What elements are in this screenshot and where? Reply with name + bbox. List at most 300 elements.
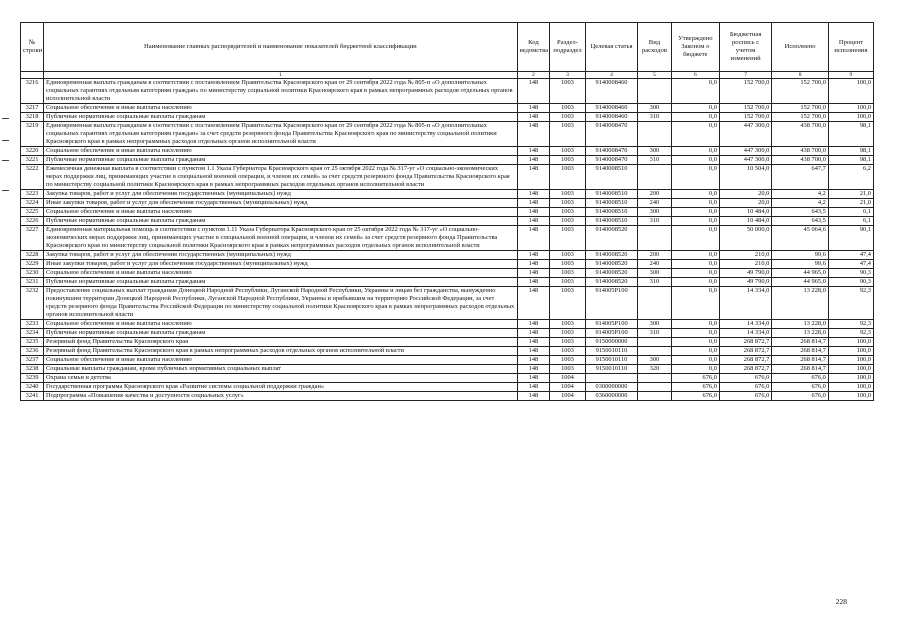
schedule-amount: 50 000,0	[719, 226, 771, 251]
row-name: Подпрограмма «Повышение качества и доступности социальных услуг»	[44, 392, 518, 401]
executed-amount: 152 700,0	[772, 104, 829, 113]
approved-amount: 676,0	[671, 392, 719, 401]
section-code: 1003	[550, 260, 586, 269]
approved-amount: 0,0	[671, 165, 719, 190]
executed-amount: 99,6	[772, 260, 829, 269]
approved-amount: 0,0	[671, 156, 719, 165]
row-name: Публичные нормативные социальные выплаты гражданам	[44, 156, 518, 165]
percent-executed: 90,3	[828, 269, 873, 278]
dept-code: 148	[517, 208, 549, 217]
schedule-amount: 447 300,0	[719, 156, 771, 165]
percent-executed: 90,3	[828, 278, 873, 287]
percent-executed: 100,0	[828, 383, 873, 392]
table-row	[21, 374, 874, 383]
dept-code: 148	[517, 287, 549, 320]
executed-amount: 647,7	[772, 165, 829, 190]
expense-type	[638, 165, 672, 190]
table-row	[21, 199, 874, 208]
dept-code: 148	[517, 260, 549, 269]
target-item: 9150010110	[585, 356, 637, 365]
expense-type	[638, 79, 672, 104]
schedule-amount: 152 700,0	[719, 104, 771, 113]
table-row	[21, 190, 874, 199]
dept-code: 148	[517, 338, 549, 347]
row-number: 3234	[21, 329, 44, 338]
table-row	[21, 278, 874, 287]
approved-amount: 676,0	[671, 383, 719, 392]
table-row	[21, 122, 874, 147]
column-number-row	[21, 72, 874, 79]
schedule-amount: 14 334,0	[719, 320, 771, 329]
approved-amount: 0,0	[671, 287, 719, 320]
row-name: Публичные нормативные социальные выплаты гражданам	[44, 278, 518, 287]
table-row	[21, 287, 874, 320]
row-name: Охрана семьи и детства	[44, 374, 518, 383]
expense-type: 300	[638, 269, 672, 278]
dept-code: 148	[517, 329, 549, 338]
col-number	[21, 72, 44, 79]
row-number: 3220	[21, 147, 44, 156]
table-row	[21, 356, 874, 365]
row-name: Иные закупки товаров, работ и услуг для обеспечения государственных (муниципальных) нужд	[44, 199, 518, 208]
percent-executed: 100,0	[828, 104, 873, 113]
executed-amount: 13 228,0	[772, 329, 829, 338]
target-item: 914005Р100	[585, 287, 637, 320]
section-code: 1003	[550, 269, 586, 278]
row-name: Единовременная выплата гражданам в соответствии с постановлением Правительства Красноярского края от 29 сентября 2022 года № 805-п «О дополнительных социальных гарантиях отдельным категориям граждан» за счет средств резервного фонда Правительства Красноярского края по министерству социальной политики Красноярского края в рамках непрограммных расходов отдельных органов исполнительной власти	[44, 122, 518, 147]
executed-amount: 45 064,6	[772, 226, 829, 251]
approved-amount: 0,0	[671, 278, 719, 287]
row-number: 3232	[21, 287, 44, 320]
percent-executed: 100,0	[828, 374, 873, 383]
col-number: 7	[719, 72, 771, 79]
schedule-amount: 20,0	[719, 190, 771, 199]
dept-code: 148	[517, 251, 549, 260]
table-row	[21, 251, 874, 260]
approved-amount: 0,0	[671, 217, 719, 226]
target-item: 9140008520	[585, 269, 637, 278]
dept-code: 148	[517, 190, 549, 199]
expense-type: 300	[638, 320, 672, 329]
target-item: 9140008510	[585, 199, 637, 208]
row-number: 3236	[21, 347, 44, 356]
row-name: Ежемесячная денежная выплата в соответствии с пунктом 1.1 Указа Губернатора Красноярского края от 25 октября 2022 года № 317-уг «О социально-экономических мерах поддержки лиц, принимающих участие в специальной военной операции, и членов их семей» за счет средств резервного фонда Правительства Красноярского края по министерству социальной политики Красноярского края в рамках непрограммных расходов отдельных органов исполнительной власти	[44, 165, 518, 190]
approved-amount: 0,0	[671, 356, 719, 365]
schedule-amount: 676,0	[719, 392, 771, 401]
dept-code: 148	[517, 374, 549, 383]
percent-executed: 90,1	[828, 226, 873, 251]
approved-amount: 0,0	[671, 320, 719, 329]
dept-code: 148	[517, 365, 549, 374]
target-item: 9140008460	[585, 113, 637, 122]
approved-amount: 0,0	[671, 208, 719, 217]
dept-code: 148	[517, 104, 549, 113]
target-item: 9140008510	[585, 217, 637, 226]
dept-code: 148	[517, 79, 549, 104]
schedule-amount: 152 700,0	[719, 113, 771, 122]
expense-type	[638, 392, 672, 401]
approved-amount: 0,0	[671, 104, 719, 113]
section-code: 1003	[550, 217, 586, 226]
approved-amount: 0,0	[671, 251, 719, 260]
dept-code: 148	[517, 356, 549, 365]
executed-amount: 268 814,7	[772, 338, 829, 347]
expense-type: 310	[638, 156, 672, 165]
section-code: 1003	[550, 365, 586, 374]
schedule-amount: 210,0	[719, 251, 771, 260]
percent-executed: 6,1	[828, 217, 873, 226]
table-row	[21, 226, 874, 251]
col-number: 2	[517, 72, 549, 79]
row-name: Единовременная материальная помощь в соответствии с пунктом 1.11 Указа Губернатора Красноярского края от 25 октября 2022 года № 317-уг «О социально-экономических мерах поддержки лиц, принимающих участие в специальной военной операции, и членов их семей» за счет средств резервного фонда Правительства Красноярского края по министерству социальной политики Красноярского края в рамках непрограммных расходов отдельных органов исполнительной власти	[44, 226, 518, 251]
executed-amount: 99,6	[772, 251, 829, 260]
dept-code: 148	[517, 217, 549, 226]
executed-amount: 44 965,0	[772, 269, 829, 278]
percent-executed: 47,4	[828, 260, 873, 269]
row-number: 3229	[21, 260, 44, 269]
section-code: 1004	[550, 383, 586, 392]
percent-executed: 47,4	[828, 251, 873, 260]
expense-type	[638, 226, 672, 251]
header-budget-schedule: Бюджетная роспись с учетом изменений	[719, 23, 771, 72]
executed-amount: 4,2	[772, 190, 829, 199]
table-row	[21, 320, 874, 329]
expense-type: 200	[638, 190, 672, 199]
expense-type: 300	[638, 147, 672, 156]
target-item: 9150010110	[585, 365, 637, 374]
section-code: 1003	[550, 287, 586, 320]
target-item: 9140008520	[585, 226, 637, 251]
dept-code: 148	[517, 199, 549, 208]
section-code: 1003	[550, 199, 586, 208]
section-code: 1003	[550, 329, 586, 338]
schedule-amount: 676,0	[719, 374, 771, 383]
target-item: 9150000000	[585, 338, 637, 347]
expense-type: 320	[638, 365, 672, 374]
row-name: Социальное обеспечение и иные выплаты населению	[44, 320, 518, 329]
executed-amount: 643,5	[772, 208, 829, 217]
executed-amount: 13 228,0	[772, 287, 829, 320]
percent-executed: 92,3	[828, 287, 873, 320]
section-code: 1003	[550, 320, 586, 329]
approved-amount: 0,0	[671, 113, 719, 122]
row-number: 3237	[21, 356, 44, 365]
table-row	[21, 347, 874, 356]
row-number: 3241	[21, 392, 44, 401]
target-item: 9140008470	[585, 147, 637, 156]
approved-amount: 0,0	[671, 260, 719, 269]
section-code: 1003	[550, 226, 586, 251]
row-name: Резервный фонд Правительства Красноярского края в рамках непрограммных расходов отдельных органов исполнительной власти	[44, 347, 518, 356]
target-item: 9140008470	[585, 122, 637, 147]
col-number: 5	[638, 72, 672, 79]
section-code: 1003	[550, 165, 586, 190]
row-number: 3227	[21, 226, 44, 251]
executed-amount: 268 814,7	[772, 365, 829, 374]
schedule-amount: 14 334,0	[719, 287, 771, 320]
percent-executed: 100,0	[828, 338, 873, 347]
schedule-amount: 676,0	[719, 383, 771, 392]
section-code: 1004	[550, 392, 586, 401]
approved-amount: 0,0	[671, 147, 719, 156]
row-name: Социальное обеспечение и иные выплаты населению	[44, 208, 518, 217]
table-row	[21, 392, 874, 401]
schedule-amount: 268 872,7	[719, 338, 771, 347]
margin-mark	[2, 190, 9, 191]
target-item: 9140008460	[585, 104, 637, 113]
table-row	[21, 104, 874, 113]
target-item: 914005Р100	[585, 320, 637, 329]
schedule-amount: 10 484,0	[719, 217, 771, 226]
header-row-number: № строки	[21, 23, 44, 72]
percent-executed: 98,1	[828, 156, 873, 165]
row-number: 3221	[21, 156, 44, 165]
expense-type: 300	[638, 208, 672, 217]
section-code: 1003	[550, 338, 586, 347]
dept-code: 148	[517, 122, 549, 147]
row-number: 3223	[21, 190, 44, 199]
col-number: 4	[585, 72, 637, 79]
approved-amount: 676,0	[671, 374, 719, 383]
row-number: 3239	[21, 374, 44, 383]
header-approved-by-law: Утверждено Законом о бюджете	[671, 23, 719, 72]
percent-executed: 92,3	[828, 320, 873, 329]
schedule-amount: 268 872,7	[719, 356, 771, 365]
section-code: 1003	[550, 147, 586, 156]
expense-type: 310	[638, 329, 672, 338]
row-name: Закупка товаров, работ и услуг для обеспечения государственных (муниципальных) нужд	[44, 190, 518, 199]
margin-mark	[2, 140, 9, 141]
col-number: 1	[44, 72, 518, 79]
schedule-amount: 14 334,0	[719, 329, 771, 338]
executed-amount: 643,5	[772, 217, 829, 226]
target-item: 914005Р100	[585, 329, 637, 338]
target-item: 9140008470	[585, 156, 637, 165]
target-item: 9140008520	[585, 251, 637, 260]
row-number: 3216	[21, 79, 44, 104]
row-name: Единовременная выплата гражданам в соответствии с постановлением Правительства Красноярского края от 29 сентября 2022 года № 805-п «О дополнительных социальных гарантиях отдельным категориям граждан» по министерству социальной политики Красноярского края в рамках непрограммных расходов отдельных органов исполнительной власти	[44, 79, 518, 104]
expense-type: 310	[638, 217, 672, 226]
expense-type: 200	[638, 251, 672, 260]
schedule-amount: 152 700,0	[719, 79, 771, 104]
schedule-amount: 49 790,0	[719, 278, 771, 287]
executed-amount: 676,0	[772, 392, 829, 401]
executed-amount: 268 814,7	[772, 347, 829, 356]
expense-type	[638, 374, 672, 383]
row-number: 3218	[21, 113, 44, 122]
executed-amount: 152 700,0	[772, 113, 829, 122]
target-item: 0300000000	[585, 383, 637, 392]
table-row	[21, 217, 874, 226]
row-name: Иные закупки товаров, работ и услуг для обеспечения государственных (муниципальных) нужд	[44, 260, 518, 269]
executed-amount: 13 228,0	[772, 320, 829, 329]
schedule-amount: 49 790,0	[719, 269, 771, 278]
dept-code: 148	[517, 320, 549, 329]
page-number: 228	[835, 597, 847, 606]
table-row	[21, 165, 874, 190]
table-row	[21, 208, 874, 217]
executed-amount: 268 814,7	[772, 356, 829, 365]
section-code: 1003	[550, 79, 586, 104]
percent-executed: 98,1	[828, 122, 873, 147]
header-percent-executed: Процент исполнения	[828, 23, 873, 72]
executed-amount: 438 700,0	[772, 122, 829, 147]
dept-code: 148	[517, 278, 549, 287]
row-name: Государственная программа Красноярского края «Развитие системы социальной поддержки граждан»	[44, 383, 518, 392]
row-number: 3230	[21, 269, 44, 278]
percent-executed: 6,1	[828, 208, 873, 217]
dept-code: 148	[517, 347, 549, 356]
row-number: 3238	[21, 365, 44, 374]
dept-code: 148	[517, 113, 549, 122]
schedule-amount: 210,0	[719, 260, 771, 269]
executed-amount: 4,2	[772, 199, 829, 208]
expense-type	[638, 383, 672, 392]
percent-executed: 98,1	[828, 147, 873, 156]
table-row	[21, 79, 874, 104]
table-row	[21, 260, 874, 269]
section-code: 1003	[550, 251, 586, 260]
schedule-amount: 10 484,0	[719, 208, 771, 217]
table-row	[21, 338, 874, 347]
executed-amount: 676,0	[772, 383, 829, 392]
approved-amount: 0,0	[671, 347, 719, 356]
dept-code: 148	[517, 383, 549, 392]
expense-type	[638, 122, 672, 147]
dept-code: 148	[517, 269, 549, 278]
header-department-code: Код ведомства	[517, 23, 549, 72]
approved-amount: 0,0	[671, 269, 719, 278]
target-item: 9140008510	[585, 190, 637, 199]
table-row	[21, 156, 874, 165]
row-number: 3224	[21, 199, 44, 208]
approved-amount: 0,0	[671, 199, 719, 208]
row-name: Социальное обеспечение и иные выплаты населению	[44, 356, 518, 365]
target-item: 9140008520	[585, 260, 637, 269]
section-code: 1003	[550, 190, 586, 199]
expense-type: 240	[638, 199, 672, 208]
header-section-subsection: Раздел-подраздел	[550, 23, 586, 72]
row-number: 3235	[21, 338, 44, 347]
target-item: 9140008510	[585, 208, 637, 217]
table-row	[21, 147, 874, 156]
dept-code: 148	[517, 165, 549, 190]
approved-amount: 0,0	[671, 79, 719, 104]
header-target-item: Целевая статья	[585, 23, 637, 72]
expense-type	[638, 347, 672, 356]
approved-amount: 0,0	[671, 122, 719, 147]
approved-amount: 0,0	[671, 329, 719, 338]
target-item	[585, 374, 637, 383]
dept-code: 148	[517, 392, 549, 401]
dept-code: 148	[517, 156, 549, 165]
col-number: 8	[772, 72, 829, 79]
executed-amount: 438 700,0	[772, 147, 829, 156]
row-name: Резервный фонд Правительства Красноярского края	[44, 338, 518, 347]
table-row	[21, 269, 874, 278]
schedule-amount: 447 300,0	[719, 147, 771, 156]
table-body	[21, 79, 874, 401]
table-header-row	[21, 23, 874, 72]
row-number: 3228	[21, 251, 44, 260]
target-item: 9140008520	[585, 278, 637, 287]
percent-executed: 100,0	[828, 113, 873, 122]
percent-executed: 100,0	[828, 79, 873, 104]
row-number: 3240	[21, 383, 44, 392]
section-code: 1004	[550, 374, 586, 383]
target-item: 9140008460	[585, 79, 637, 104]
target-item: 0360000000	[585, 392, 637, 401]
percent-executed: 100,0	[828, 356, 873, 365]
col-number: 6	[671, 72, 719, 79]
approved-amount: 0,0	[671, 190, 719, 199]
percent-executed: 100,0	[828, 347, 873, 356]
dept-code: 148	[517, 147, 549, 156]
row-name: Публичные нормативные социальные выплаты гражданам	[44, 113, 518, 122]
target-item: 9150010110	[585, 347, 637, 356]
section-code: 1003	[550, 208, 586, 217]
expense-type: 310	[638, 113, 672, 122]
schedule-amount: 10 504,0	[719, 165, 771, 190]
approved-amount: 0,0	[671, 365, 719, 374]
header-name: Наименование главных распорядителей и наименование показателей бюджетной классификации	[44, 23, 518, 72]
executed-amount: 44 965,0	[772, 278, 829, 287]
table-row	[21, 365, 874, 374]
row-name: Публичные нормативные социальные выплаты гражданам	[44, 217, 518, 226]
row-name: Социальные выплаты гражданам, кроме публичных нормативных социальных выплат	[44, 365, 518, 374]
row-name: Закупка товаров, работ и услуг для обеспечения государственных (муниципальных) нужд	[44, 251, 518, 260]
margin-mark	[2, 160, 9, 161]
row-name: Социальное обеспечение и иные выплаты населению	[44, 269, 518, 278]
section-code: 1003	[550, 104, 586, 113]
percent-executed: 21,0	[828, 190, 873, 199]
row-number: 3219	[21, 122, 44, 147]
expense-type	[638, 287, 672, 320]
header-executed: Исполнено	[772, 23, 829, 72]
expense-type: 240	[638, 260, 672, 269]
schedule-amount: 268 872,7	[719, 347, 771, 356]
percent-executed: 92,3	[828, 329, 873, 338]
row-name: Социальное обеспечение и иные выплаты населению	[44, 147, 518, 156]
percent-executed: 6,2	[828, 165, 873, 190]
approved-amount: 0,0	[671, 338, 719, 347]
schedule-amount: 20,0	[719, 199, 771, 208]
target-item: 9140008510	[585, 165, 637, 190]
row-name: Предоставление социальных выплат гражданам Донецкой Народной Республики, Луганской Народной Республики, Украины и лицам без гражданства, вынужденно покинувшим территории Донецкой Народной Республики, Луганской Народной Республики, Украины и прибывшим на территорию Российской Федерации, за счет средств резервного фонда Правительства Российской Федерации по министерству социальной политики Красноярского края в рамках непрограммных расходов отдельных органов исполнительной власти	[44, 287, 518, 320]
section-code: 1003	[550, 122, 586, 147]
budget-table	[20, 22, 874, 401]
expense-type: 300	[638, 356, 672, 365]
section-code: 1003	[550, 347, 586, 356]
margin-mark	[2, 118, 9, 119]
col-number: 9	[828, 72, 873, 79]
executed-amount: 438 700,0	[772, 156, 829, 165]
expense-type: 310	[638, 278, 672, 287]
row-number: 3233	[21, 320, 44, 329]
schedule-amount: 268 872,7	[719, 365, 771, 374]
dept-code: 148	[517, 226, 549, 251]
percent-executed: 100,0	[828, 392, 873, 401]
row-name: Социальное обеспечение и иные выплаты населению	[44, 104, 518, 113]
row-number: 3226	[21, 217, 44, 226]
executed-amount: 152 700,0	[772, 79, 829, 104]
schedule-amount: 447 300,0	[719, 122, 771, 147]
percent-executed: 21,0	[828, 199, 873, 208]
row-number: 3222	[21, 165, 44, 190]
section-code: 1003	[550, 156, 586, 165]
header-expense-type: Вид расходов	[638, 23, 672, 72]
percent-executed: 100,0	[828, 365, 873, 374]
